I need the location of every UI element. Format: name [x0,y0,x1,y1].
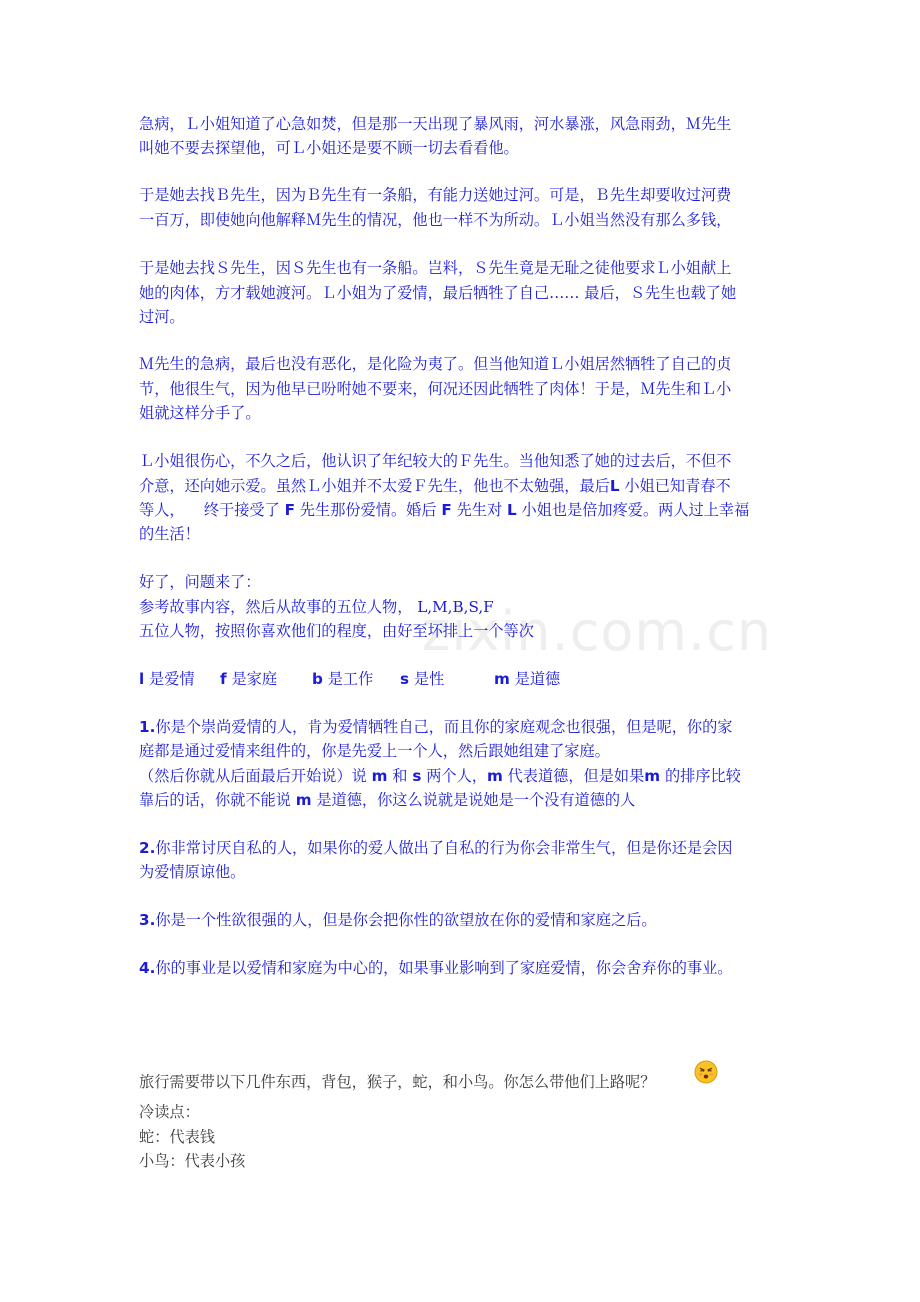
text-run: 你是一个性欲很强的人，但是你会把你性的欲望放在你的爱情和家庭之后。 [155,911,657,929]
legend-key: m [494,670,510,688]
text-run: 是道德，你这么说就是说她是一个没有道德的人 [316,791,636,809]
bold-letter: m [486,767,503,785]
legend-item-f [220,669,277,689]
answer-1-line2: 庭都是通过爱情来组件的，你是先爱上一个人，然后跟她组建了家庭。 [139,742,610,760]
text-run: 等人， 终于接受了 [139,501,280,519]
snake-meaning: 蛇：代表钱 [139,1128,215,1146]
answer-number: 3. [139,911,156,929]
answer-3-line1 [139,910,657,930]
legend-text: 是家庭 [231,670,277,688]
bold-letter: L [609,477,620,495]
story-p4-line3: 姐就这样分手了。 [139,404,261,422]
text-run: 代表道德，但是如果 [507,767,645,785]
question-ranking: 五位人物，按照你喜欢他们的程度，由好至坏排上一个等次 [139,622,534,640]
answer-number: 1. [139,718,156,736]
story-p5-line2 [139,476,731,496]
legend-key: s [400,670,410,688]
story-p3-line3: 过河。 [139,308,185,326]
story-p5-line4: 的生活！ [139,525,200,543]
legend-key: f [220,670,227,688]
story-p5-line3 [139,500,749,520]
text-run: 两个人， [426,767,487,785]
answer-2-line2: 为爱情原谅他。 [139,863,246,881]
story-p1-line2: 叫她不要去探望他，可Ｌ小姐还是要不顾一切去看看他。 [139,139,519,157]
bird-meaning: 小鸟：代表小孩 [139,1152,246,1170]
bold-letter: F [284,501,296,519]
legend-row [0,669,920,689]
legend-item-b [312,669,373,689]
story-p1-line1: 急病，Ｌ小姐知道了心急如焚，但是那一天出现了暴风雨，河水暴涨，风急雨劲，Ｍ先生 [139,115,732,133]
text-run: 你非常讨厌自私的人，如果你的爱人做出了自私的行为你会非常生气，但是你还是会因 [155,839,733,857]
story-p2-line1: 于是她去找Ｂ先生，因为Ｂ先生有一条船，有能力送她过河。可是，Ｂ先生却要收过河费 [139,186,732,204]
embarrassed-smiley-icon [694,1060,718,1084]
text-run: 和 [392,767,408,785]
legend-text: 是性 [413,670,445,688]
story-p2-line2: 一百万，即使她向他解释Ｍ先生的情况，他也一样不为所动。Ｌ小姐当然没有那么多钱， [139,211,732,229]
watermark: zixin.com.cn [422,600,773,663]
legend-key: b [312,670,323,688]
story-p3-line2: 她的肉体，方才载她渡河。Ｌ小姐为了爱情，最后牺牲了自己…… 最后，Ｓ先生也载了她 [139,284,737,302]
text-run: 先生那份爱情。婚后 [299,501,437,519]
legend-text: 是道德 [514,670,561,688]
bold-letter: m [295,791,312,809]
text-run: 靠后的话，你就不能说 [139,791,291,809]
story-p3-line1: 于是她去找Ｓ先生，因Ｓ先生也有一条船。岂料，Ｓ先生竟是无耻之徒他要求Ｌ小姐献上 [139,259,732,277]
text-run: 的排序比较 [664,767,741,785]
question-reference: 参考故事内容，然后从故事的五位人物， L,M,B,S,F [139,598,494,616]
answer-number: 2. [139,839,156,857]
answer-1-line1 [139,717,732,737]
legend-text: 是爱情 [149,670,195,688]
answer-4-line1 [139,958,732,978]
bold-letter: L [506,501,517,519]
bold-letter: F [441,501,452,519]
text-run: 先生对 [456,501,503,519]
answer-1-line4 [139,790,635,810]
bold-letter: s [412,767,422,785]
legend-text: 是工作 [327,670,374,688]
story-p4-line1: Ｍ先生的急病，最后也没有恶化，是化险为夷了。但当他知道Ｌ小姐居然牺牲了自己的贞 [139,355,732,373]
bold-letter: m [644,767,661,785]
story-p4-line2: 节，他很生气，因为他早已吩咐她不要来，何况还因此牺牲了肉体！于是，Ｍ先生和Ｌ小 [139,380,732,398]
question-intro: 好了，问题来了： [139,573,261,591]
story-p5-line1: Ｌ小姐很伤心，不久之后，他认识了年纪较大的Ｆ先生。当他知悉了她的过去后，不但不 [139,452,732,470]
bold-letter: m [371,767,388,785]
answer-number: 4. [139,959,156,977]
answer-2-line1 [139,838,732,858]
legend-item-s [400,669,444,689]
answer-1-line3 [139,766,741,786]
text-run: 小姐也是倍加疼爱。两人过上幸福 [521,501,750,519]
text-run: 你的事业是以爱情和家庭为中心的，如果事业影响到了家庭爱情，你会舍弃你的事业。 [155,959,733,977]
text-run: 介意，还向她示爱。虽然Ｌ小姐并不太爱Ｆ先生，他也不太勉强，最后 [139,477,610,495]
legend-item-l [139,669,195,689]
cold-read-label: 冷读点： [139,1103,200,1121]
travel-question: 旅行需要带以下几件东西，背包，猴子，蛇，和小鸟。你怎么带他们上路呢？ [139,1073,656,1091]
text-run: 你是个崇尚爱情的人，肯为爱情牺牲自己，而且你的家庭观念也很强，但是呢，你的家 [155,718,733,736]
text-run: 小姐已知青春不 [624,477,731,495]
legend-item-m [494,669,560,689]
legend-key: l [139,670,145,688]
text-run: （然后你就从后面最后开始说）说 [139,767,367,785]
